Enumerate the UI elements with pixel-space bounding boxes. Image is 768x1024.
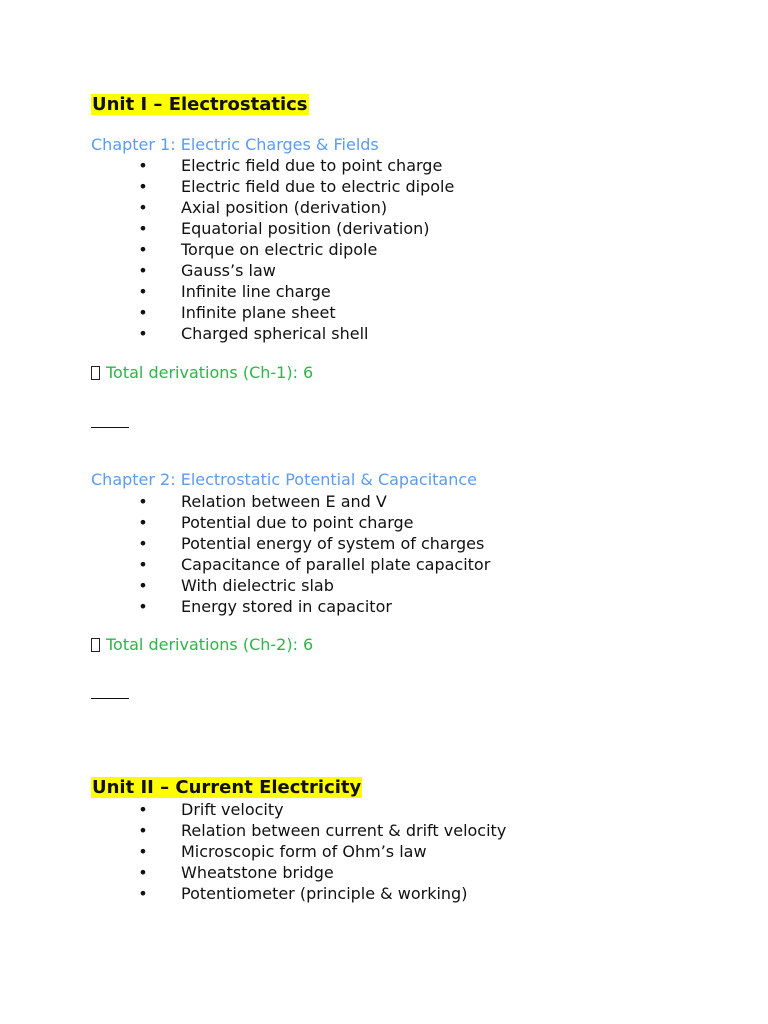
- list-item-text: Gauss’s law: [181, 261, 276, 280]
- bullet-icon: •: [138, 282, 148, 301]
- list-item-text: Equatorial position (derivation): [181, 219, 430, 238]
- bullet-icon: •: [138, 513, 148, 532]
- chapter-2-total: [91, 634, 313, 655]
- list-item-text: Charged spherical shell: [181, 324, 369, 343]
- bullet-icon: •: [138, 597, 148, 616]
- bullet-icon: •: [138, 534, 148, 553]
- unit-2-heading: [91, 776, 362, 800]
- bullet-icon: •: [138, 177, 148, 196]
- chapter-2-total-text: Total derivations (Ch-2): 6: [106, 635, 314, 654]
- section-divider: [91, 698, 129, 699]
- bullet-icon: •: [138, 576, 148, 595]
- bullet-icon: •: [138, 884, 148, 903]
- list-item-text: Potential energy of system of charges: [181, 534, 485, 553]
- list-item-text: Microscopic form of Ohm’s law: [181, 842, 427, 861]
- list-item-text: Relation between E and V: [181, 492, 387, 511]
- list-item-text: Wheatstone bridge: [181, 863, 334, 882]
- bullet-icon: •: [138, 800, 148, 819]
- list-item-text: Potential due to point charge: [181, 513, 414, 532]
- list-item-text: Torque on electric dipole: [181, 240, 378, 259]
- list-item-text: Capacitance of parallel plate capacitor: [181, 555, 491, 574]
- unit-1-title: Unit I – Electrostatics: [92, 94, 308, 115]
- bullet-icon: •: [138, 156, 148, 175]
- bullet-icon: •: [138, 219, 148, 238]
- section-divider: [91, 427, 129, 428]
- list-item-text: Drift velocity: [181, 800, 284, 819]
- list-item-text: Infinite line charge: [181, 282, 331, 301]
- list-item-text: With dielectric slab: [181, 576, 334, 595]
- chapter-2-heading: Chapter 2: Electrostatic Potential & Capacitance: [91, 470, 477, 489]
- bullet-icon: •: [138, 863, 148, 882]
- list-item-text: Relation between current & drift velocity: [181, 821, 507, 840]
- bullet-icon: •: [138, 324, 148, 343]
- list-item-text: Axial position (derivation): [181, 198, 388, 217]
- bullet-icon: •: [138, 842, 148, 861]
- bullet-icon: •: [138, 303, 148, 322]
- bullet-icon: •: [138, 240, 148, 259]
- bullet-icon: •: [138, 821, 148, 840]
- chapter-1-total: [91, 362, 313, 383]
- list-item-text: Energy stored in capacitor: [181, 597, 392, 616]
- list-item-text: Potentiometer (principle & working): [181, 884, 468, 903]
- list-item-text: Electric field due to point charge: [181, 156, 443, 175]
- chapter-1-heading: Chapter 1: Electric Charges & Fields: [91, 135, 379, 154]
- missing-glyph-icon: [91, 366, 100, 380]
- bullet-icon: •: [138, 492, 148, 511]
- chapter-1-total-text: Total derivations (Ch-1): 6: [106, 363, 314, 382]
- unit-2-title: Unit II – Current Electricity: [92, 777, 362, 798]
- unit-1-heading: [91, 93, 309, 117]
- bullet-icon: •: [138, 198, 148, 217]
- list-item-text: Electric field due to electric dipole: [181, 177, 455, 196]
- missing-glyph-icon: [91, 638, 100, 652]
- list-item-text: Infinite plane sheet: [181, 303, 336, 322]
- bullet-icon: •: [138, 261, 148, 280]
- bullet-icon: •: [138, 555, 148, 574]
